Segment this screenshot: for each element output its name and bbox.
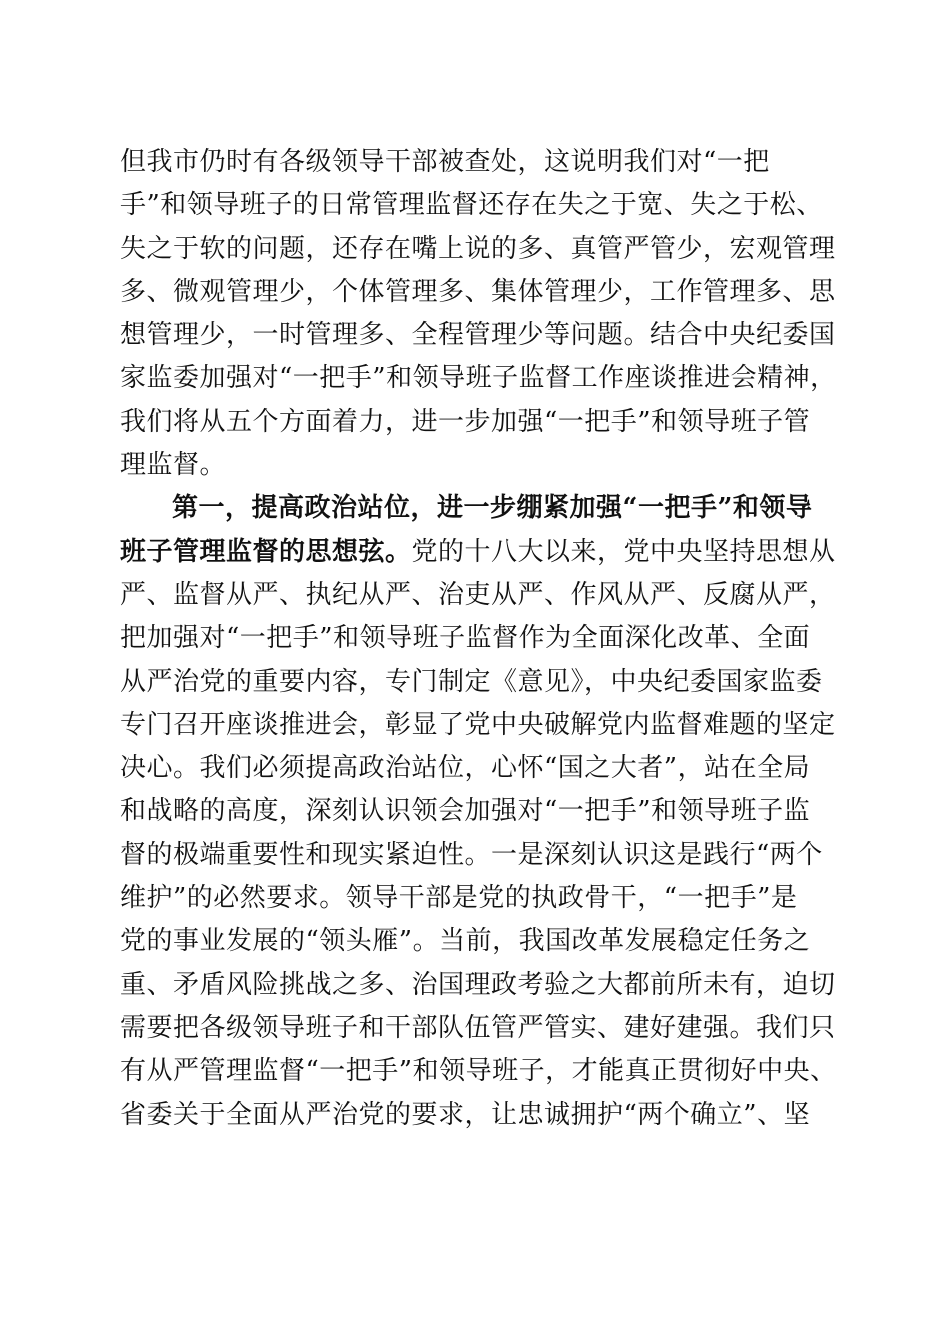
text-line <box>120 531 840 574</box>
text-line: 决心。我们必须提高政治站位，心怀“国之大者”，站在全局 <box>120 753 811 784</box>
text-line: 省委关于全面从严治党的要求，让忠诚拥护“两个确立”、坚 <box>120 1099 811 1130</box>
text-run: 党的十八大以来，党中央坚持思想从 <box>411 536 836 567</box>
text-line: 党的事业发展的“领头雁”。当前，我国改革发展稳定任务之 <box>120 926 811 957</box>
text-line: 失之于软的问题，还存在嘴上说的多、真管严管少，宏观管理 <box>120 233 836 264</box>
text-line: 督的极端重要性和现实紧迫性。一是深刻认识这是践行“两个 <box>120 839 823 870</box>
text-line: 严、监督从严、执纪从严、治吏从严、作风从严、反腐从严， <box>120 579 836 610</box>
text-line: 但我市仍时有各级领导干部被查处，这说明我们对“一把 <box>120 147 770 177</box>
paragraph-2 <box>120 487 840 1136</box>
text-line: 专门召开座谈推进会，彰显了党中央破解党内监督难题的坚定 <box>120 709 836 740</box>
text-line: 维护”的必然要求。领导干部是党的执政骨干，“一把手”是 <box>120 883 798 914</box>
paragraph-1 <box>120 141 840 487</box>
text-line: 和战略的高度，深刻认识领会加强对“一把手”和领导班子监 <box>120 796 811 827</box>
document-body <box>120 141 840 1137</box>
section-heading-continuation: 班子管理监督的思想弦。 <box>120 536 412 567</box>
text-line: 理监督。 <box>120 450 227 481</box>
text-line: 有从严管理监督“一把手”和领导班子，才能真正贯彻好中央、 <box>120 1056 837 1087</box>
text-line: 我们将从五个方面着力，进一步加强“一把手”和领导班子管 <box>120 406 811 437</box>
section-heading-line: 第一，提高政治站位，进一步绷紧加强“一把手”和领导 <box>172 493 813 524</box>
text-line: 重、矛盾风险挑战之多、治国理政考验之大都前所未有，迫切 <box>120 969 836 1000</box>
text-line: 家监委加强对“一把手”和领导班子监督工作座谈推进会精神， <box>120 363 837 394</box>
text-line: 需要把各级领导班子和干部队伍管严管实、建好建强。我们只 <box>120 1012 836 1043</box>
text-line: 手”和领导班子的日常管理监督还存在失之于宽、失之于松、 <box>120 190 823 221</box>
text-line: 把加强对“一把手”和领导班子监督作为全面深化改革、全面 <box>120 623 811 654</box>
text-line: 多、微观管理少，个体管理多、集体管理少，工作管理多、思 <box>120 276 836 307</box>
text-line: 想管理少，一时管理多、全程管理少等问题。结合中央纪委国 <box>120 320 836 351</box>
text-line: 从严治党的重要内容，专门制定《意见》，中央纪委国家监委 <box>120 666 823 697</box>
